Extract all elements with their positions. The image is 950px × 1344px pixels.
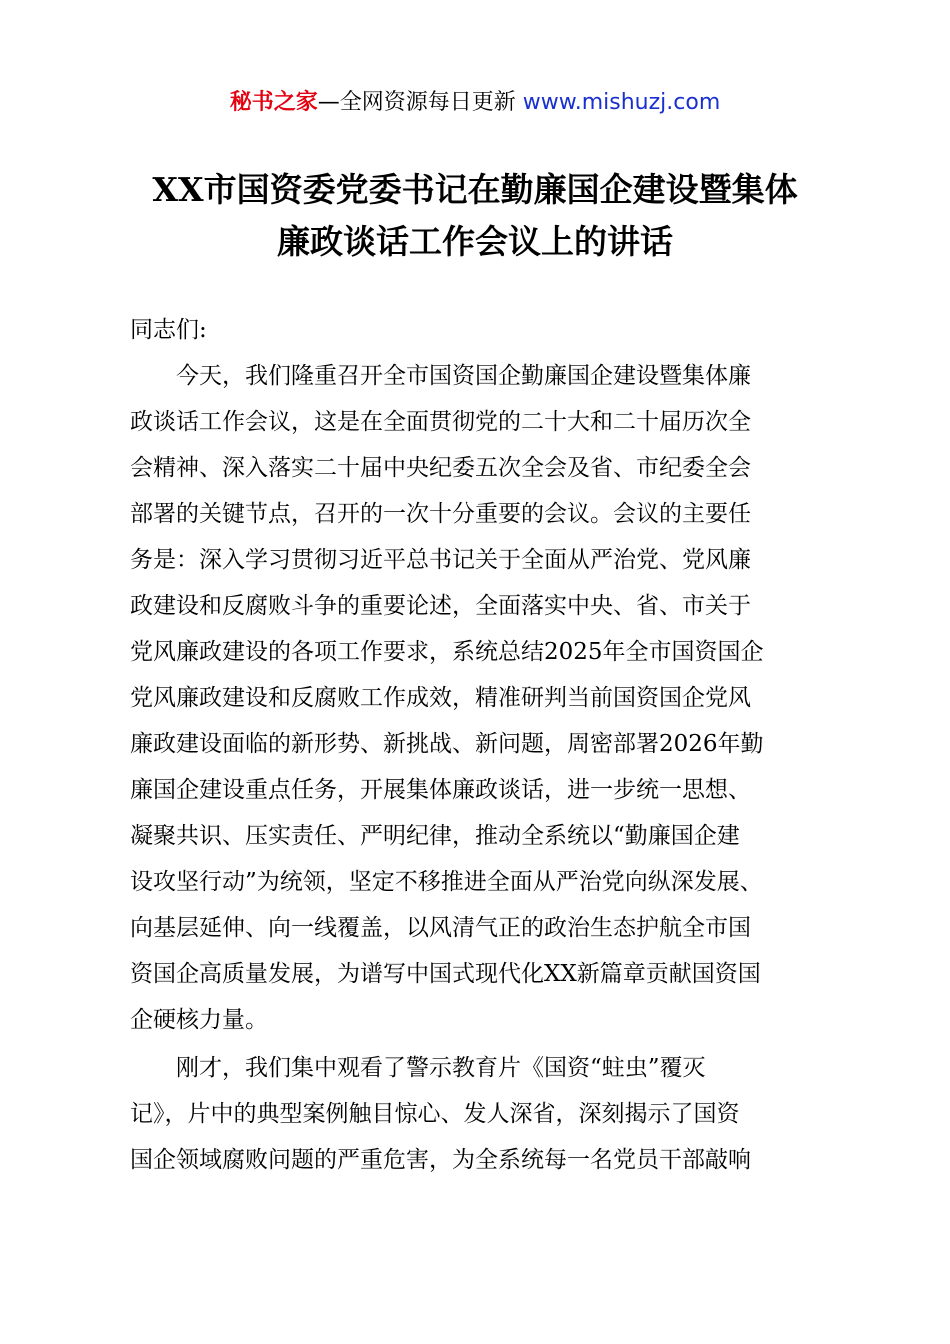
text-line: 廉政建设面临的新形势、新挑战、新问题，周密部署2026年勤 — [130, 731, 764, 757]
text-line: 凝聚共识、压实责任、严明纪律，推动全系统以“勤廉国企建 — [130, 823, 740, 849]
text-line: 党风廉政建设的各项工作要求，系统总结2025年全市国资国企 — [130, 639, 764, 665]
text-line: 刚才，我们集中观看了警示教育片《国资“蛀虫”覆灭 — [130, 1055, 706, 1081]
text-line: 资国企高质量发展，为谱写中国式现代化XX新篇章贡献国资国 — [130, 961, 761, 987]
text-line: 党风廉政建设和反腐败工作成效，精准研判当前国资国企党风 — [130, 685, 751, 711]
paragraph-1 — [130, 353, 830, 1043]
document-body — [130, 307, 830, 1183]
text-line: 今天，我们隆重召开全市国资国企勤廉国企建设暨集体廉 — [130, 363, 751, 389]
title-line: 廉政谈话工作会议上的讲话 — [277, 222, 673, 261]
text-line: 务是：深入学习贯彻习近平总书记关于全面从严治党、党风廉 — [130, 547, 751, 573]
text-line: 向基层延伸、向一线覆盖，以风清气正的政治生态护航全市国 — [130, 915, 751, 941]
text-line: 政谈话工作会议，这是在全面贯彻党的二十大和二十届历次全 — [130, 409, 751, 435]
greeting: 同志们: — [130, 317, 207, 343]
brand-name: 秘书之家 — [229, 90, 318, 115]
header-tagline: —全网资源每日更新 — [317, 90, 523, 115]
site-header — [0, 88, 950, 118]
title-line: XX市国资委党委书记在勤廉国企建设暨集体 — [152, 170, 798, 209]
text-line: 廉国企建设重点任务，开展集体廉政谈话，进一步统一思想、 — [130, 777, 751, 803]
text-line: 政建设和反腐败斗争的重要论述，全面落实中央、省、市关于 — [130, 593, 751, 619]
text-line: 企硬核力量。 — [130, 1007, 268, 1033]
paragraph-2 — [130, 1045, 830, 1183]
text-line: 国企领域腐败问题的严重危害，为全系统每一名党员干部敲响 — [130, 1147, 751, 1173]
text-line: 会精神、深入落实二十届中央纪委五次全会及省、市纪委全会 — [130, 455, 751, 481]
text-line: 记》，片中的典型案例触目惊心、发人深省，深刻揭示了国资 — [130, 1101, 740, 1127]
document-title — [80, 164, 870, 268]
text-line: 部署的关键节点，召开的一次十分重要的会议。会议的主要任 — [130, 501, 751, 527]
text-line: 设攻坚行动”为统领，坚定不移推进全面从严治党向纵深发展、 — [130, 869, 763, 895]
site-url-link[interactable]: www.mishuzj.com — [522, 90, 721, 115]
